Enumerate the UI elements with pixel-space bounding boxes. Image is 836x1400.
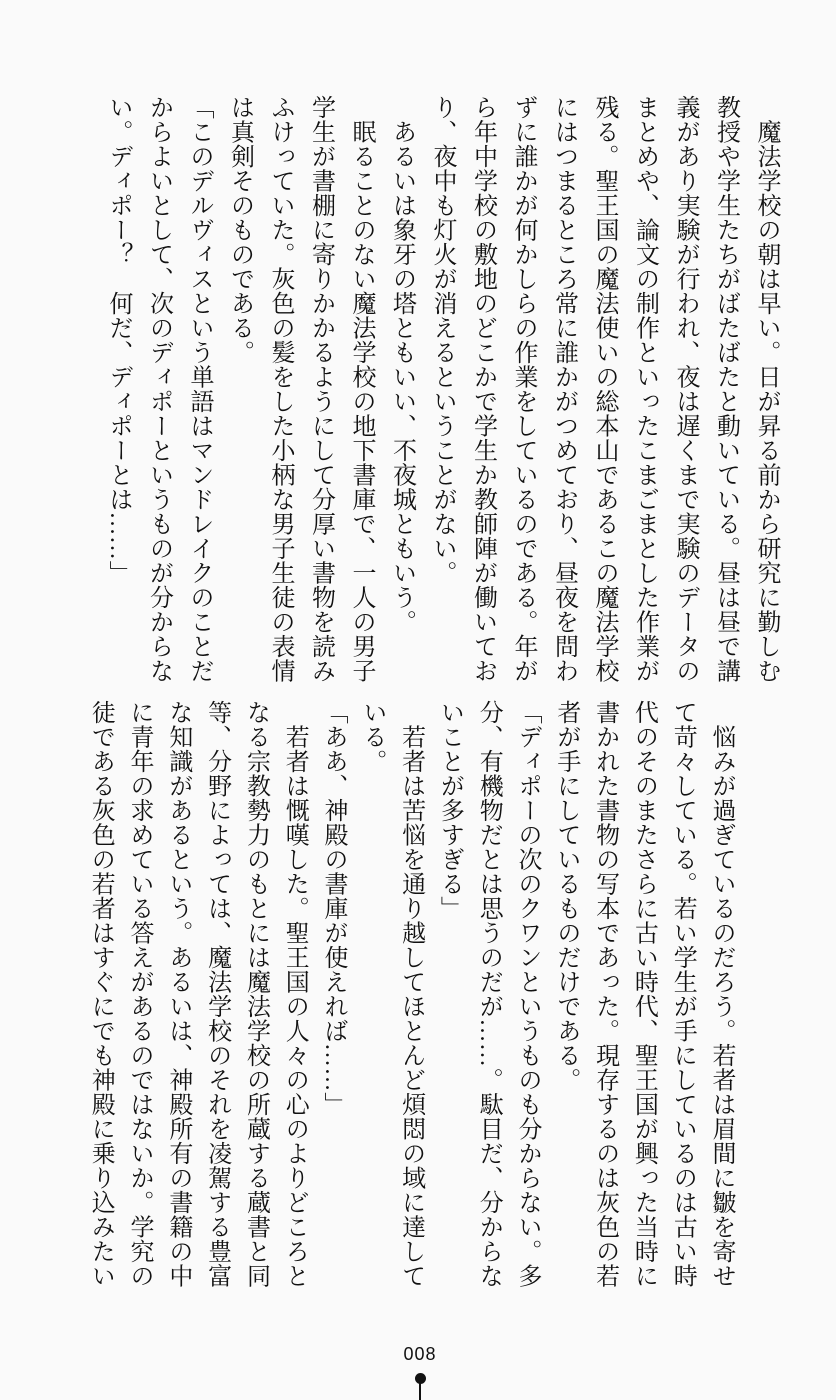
text-column: ら年中学校の敷地のどこかで学生か教師陣が働いてお (469, 95, 496, 683)
text-column: ずに誰かが何かしらの作業をしているのである。年が (510, 95, 536, 683)
text-column: 「ディポーの次のクワンというものも分からない。多 (514, 700, 541, 1288)
page-number: 008 (403, 1344, 437, 1364)
text-column: いる。 (358, 700, 385, 774)
text-column: 徒である灰色の若者はすぐにでも神殿に乗り込みたい (87, 700, 114, 1288)
text-column: 代のそのまたさらに古い時代、聖王国が興った当時に (630, 700, 657, 1288)
text-column: 残る。聖王国の魔法使いの総本山であるこの魔法学校 (591, 95, 617, 683)
text-column: に青年の求めている答えがあるのではないか。学究の (126, 700, 153, 1288)
text-column: 若者は慨嘆した。聖王国の人々の心のよりどころと (281, 700, 308, 1288)
upper-text-block (98, 95, 787, 695)
text-column: 分、有機物だとは思うのだが……。駄目だ、分からな (475, 700, 502, 1288)
text-column: は真剣そのものである。 (226, 95, 253, 365)
text-column: い。ディポー？ 何だ、ディポーとは……」 (105, 95, 131, 585)
text-column: て苛々している。若い学生が手にしているのは古い時 (669, 700, 696, 1288)
text-column: 義があり実験が行われ、夜は遅くまで実験のデータの (672, 95, 698, 683)
text-column: あるいは象牙の塔ともいい、不夜城ともいう。 (388, 95, 415, 634)
text-column: まとめや、論文の制作といったこまごまとした作業が (631, 95, 658, 683)
text-column: 若者は苦悩を通り越してほとんど煩悶の域に達して (397, 700, 424, 1288)
text-column: 者が手にしているものだけである。 (552, 700, 579, 1092)
text-column: 教授や学生たちがばたばたと動いている。昼は昼で講 (712, 95, 739, 683)
text-column: 眠ることのない魔法学校の地下書庫で、一人の男子 (348, 95, 374, 683)
text-column: な知識があるという。あるいは、神殿所有の書籍の中 (164, 700, 191, 1288)
text-column: 魔法学校の朝は早い。日が昇る前から研究に勤しむ (753, 95, 779, 683)
text-column: 「ああ、神殿の書庫が使えれば……」 (320, 700, 347, 1117)
text-column: 書かれた書物の写本であった。現存するのは灰色の若 (591, 700, 618, 1288)
text-column: なる宗教勢力のもとには魔法学校の所蔵する蔵書と同 (242, 700, 269, 1288)
text-column: 学生が書棚に寄りかかるようにして分厚い書物を読み (307, 95, 334, 683)
text-column: ふけっていた。灰色の髪をした小柄な男子生徒の表情 (267, 95, 293, 683)
text-column: 等、分野によっては、魔法学校のそれを凌駕する豊富 (203, 700, 230, 1288)
text-column: り、夜中も灯火が消えるということがない。 (429, 95, 455, 585)
text-column: 悩みが過ぎているのだろう。若者は眉間に皺を寄せ (708, 700, 734, 1288)
lower-text-block (80, 700, 740, 1300)
page-marker-line (419, 1380, 421, 1400)
text-column: いことが多すぎる」 (436, 700, 463, 921)
text-column: からよいとして、次のディポーというものが分からな (145, 95, 172, 683)
text-column: にはつまるところ常に誰かがつめており、昼夜を問わ (550, 95, 577, 683)
text-column: 「このデルヴィスという単語はマンドレイクのことだ (186, 95, 212, 683)
